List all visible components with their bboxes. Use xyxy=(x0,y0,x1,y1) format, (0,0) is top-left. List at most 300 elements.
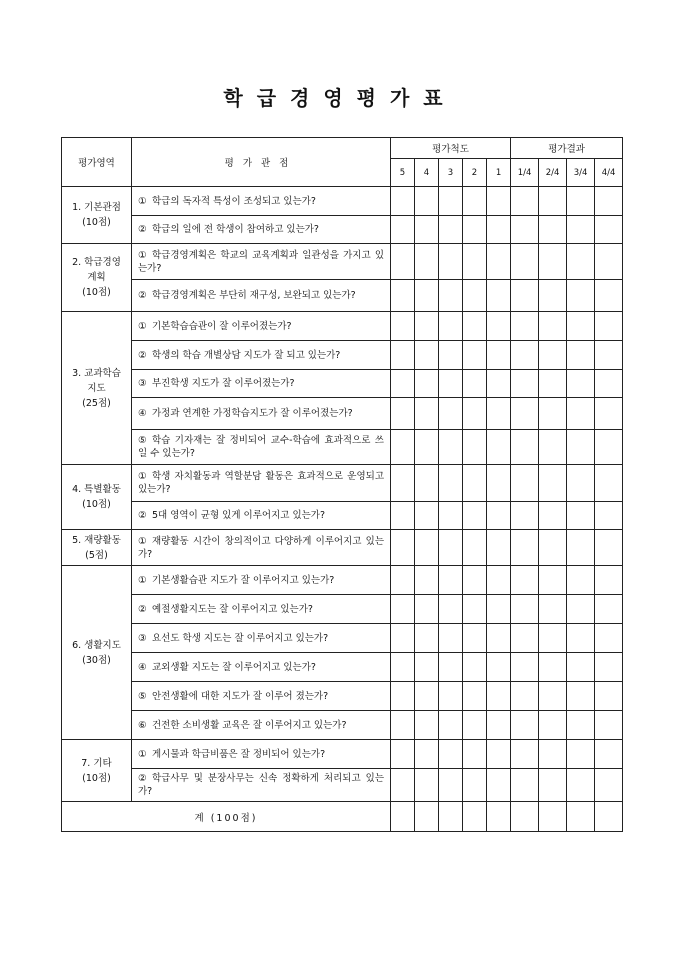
total-label: 계 (100점) xyxy=(62,802,391,832)
table-row xyxy=(62,244,623,280)
score-cell[interactable] xyxy=(487,430,511,465)
score-cell[interactable] xyxy=(463,244,487,280)
result-cell[interactable] xyxy=(595,430,623,465)
result-cell[interactable] xyxy=(511,711,539,740)
criterion-text: 재량활동 시간이 창의적이고 다양하게 이루어지고 있는가? xyxy=(138,535,384,560)
header-scale-3: 3 xyxy=(439,159,463,187)
score-cell[interactable] xyxy=(487,216,511,244)
criterion xyxy=(132,653,391,682)
criterion xyxy=(132,530,391,566)
header-area: 평가영역 xyxy=(62,138,132,187)
score-cell[interactable] xyxy=(391,653,415,682)
table-row xyxy=(62,769,623,802)
criterion xyxy=(132,187,391,216)
score-cell[interactable] xyxy=(415,769,439,802)
criterion-number: ① xyxy=(138,574,147,586)
table-row xyxy=(62,216,623,244)
result-cell[interactable] xyxy=(595,769,623,802)
area-label-line: 7. 기타 xyxy=(81,757,112,769)
result-cell[interactable] xyxy=(567,370,595,398)
criterion-number: ② xyxy=(138,224,147,235)
criterion-number: ⑥ xyxy=(138,719,147,731)
score-cell[interactable] xyxy=(487,740,511,769)
score-cell[interactable] xyxy=(415,595,439,624)
header-criteria: 평가관점 xyxy=(132,138,391,187)
score-cell[interactable] xyxy=(391,430,415,465)
result-cell[interactable] xyxy=(567,682,595,711)
score-cell[interactable] xyxy=(415,682,439,711)
table-row xyxy=(62,653,623,682)
result-cell[interactable] xyxy=(511,370,539,398)
score-cell[interactable] xyxy=(439,187,463,216)
result-cell[interactable] xyxy=(511,740,539,769)
table-row xyxy=(62,566,623,595)
result-cell[interactable] xyxy=(567,653,595,682)
criterion-number: ③ xyxy=(138,378,147,389)
score-cell[interactable] xyxy=(463,624,487,653)
criterion xyxy=(132,430,391,465)
score-cell[interactable] xyxy=(463,682,487,711)
area-label-line: 6. 생활지도 xyxy=(72,639,121,651)
score-cell[interactable] xyxy=(439,398,463,430)
criterion-number: ② xyxy=(138,773,147,784)
table-row xyxy=(62,370,623,398)
score-cell[interactable] xyxy=(463,430,487,465)
score-cell[interactable] xyxy=(487,682,511,711)
score-cell[interactable] xyxy=(391,802,415,832)
criterion-number: ④ xyxy=(138,408,147,419)
result-cell[interactable] xyxy=(595,216,623,244)
result-cell[interactable] xyxy=(595,187,623,216)
header-result-1-4: 1/4 xyxy=(511,159,539,187)
table-row xyxy=(62,502,623,530)
result-cell[interactable] xyxy=(567,802,595,832)
criterion xyxy=(132,370,391,398)
score-cell[interactable] xyxy=(415,216,439,244)
result-cell[interactable] xyxy=(595,244,623,280)
table-row xyxy=(62,530,623,566)
result-cell[interactable] xyxy=(511,465,539,502)
header-scale-1: 1 xyxy=(487,159,511,187)
criterion xyxy=(132,244,391,280)
area-label xyxy=(62,312,132,465)
result-cell[interactable] xyxy=(567,430,595,465)
score-cell[interactable] xyxy=(439,465,463,502)
result-cell[interactable] xyxy=(567,624,595,653)
table-row xyxy=(62,711,623,740)
criterion xyxy=(132,502,391,530)
area-label-line: 5. 재량활동 xyxy=(72,534,121,546)
criterion-text: 학습 기자재는 잘 정비되어 교수-학습에 효과적으로 쓰일 수 있는가? xyxy=(138,435,384,459)
score-cell[interactable] xyxy=(439,711,463,740)
result-cell[interactable] xyxy=(567,244,595,280)
area-label xyxy=(62,187,132,244)
result-cell[interactable] xyxy=(595,653,623,682)
result-cell[interactable] xyxy=(539,465,567,502)
result-cell[interactable] xyxy=(539,595,567,624)
result-cell[interactable] xyxy=(511,502,539,530)
score-cell[interactable] xyxy=(439,530,463,566)
score-cell[interactable] xyxy=(391,280,415,312)
result-cell[interactable] xyxy=(539,398,567,430)
result-cell[interactable] xyxy=(511,530,539,566)
score-cell[interactable] xyxy=(415,502,439,530)
result-cell[interactable] xyxy=(539,430,567,465)
result-cell[interactable] xyxy=(511,802,539,832)
criterion-number: ① xyxy=(138,471,147,482)
score-cell[interactable] xyxy=(391,530,415,566)
criterion-text: 예절생활지도는 잘 이루어지고 있는가? xyxy=(152,603,313,615)
score-cell[interactable] xyxy=(391,711,415,740)
score-cell[interactable] xyxy=(415,341,439,370)
result-cell[interactable] xyxy=(511,312,539,341)
result-cell[interactable] xyxy=(595,398,623,430)
result-cell[interactable] xyxy=(539,341,567,370)
score-cell[interactable] xyxy=(415,530,439,566)
criterion-number: ④ xyxy=(138,661,147,673)
criterion xyxy=(132,740,391,769)
result-cell[interactable] xyxy=(567,465,595,502)
result-cell[interactable] xyxy=(511,653,539,682)
criterion-number: ③ xyxy=(138,632,147,644)
result-cell[interactable] xyxy=(511,595,539,624)
criterion xyxy=(132,280,391,312)
result-cell[interactable] xyxy=(539,711,567,740)
score-cell[interactable] xyxy=(391,341,415,370)
table-row xyxy=(62,312,623,341)
header-scale-4: 4 xyxy=(415,159,439,187)
score-cell[interactable] xyxy=(439,370,463,398)
area-label-line: 4. 특별활동 xyxy=(72,484,121,495)
criterion-text: 가정과 연계한 가정학습지도가 잘 이루어졌는가? xyxy=(152,408,353,419)
criterion-text: 학생 자치활동과 역할분담 활동은 효과적으로 운영되고 있는가? xyxy=(138,471,384,495)
criterion-text: 학생의 학습 개별상담 지도가 잘 되고 있는가? xyxy=(152,349,341,361)
table-row xyxy=(62,341,623,370)
criterion-text: 기본생활습관 지도가 잘 이루어지고 있는가? xyxy=(152,574,335,586)
score-cell[interactable] xyxy=(415,566,439,595)
score-cell[interactable] xyxy=(415,187,439,216)
score-cell[interactable] xyxy=(391,624,415,653)
result-cell[interactable] xyxy=(539,802,567,832)
result-cell[interactable] xyxy=(567,595,595,624)
result-cell[interactable] xyxy=(539,653,567,682)
score-cell[interactable] xyxy=(487,370,511,398)
criterion xyxy=(132,465,391,502)
score-cell[interactable] xyxy=(415,398,439,430)
score-cell[interactable] xyxy=(439,802,463,832)
criterion-text: 요선도 학생 지도는 잘 이루어지고 있는가? xyxy=(152,632,329,644)
area-label-line: (10점) xyxy=(82,287,111,298)
result-cell[interactable] xyxy=(567,566,595,595)
result-cell[interactable] xyxy=(567,502,595,530)
score-cell[interactable] xyxy=(463,187,487,216)
result-cell[interactable] xyxy=(595,740,623,769)
result-cell[interactable] xyxy=(567,216,595,244)
result-cell[interactable] xyxy=(567,341,595,370)
area-label-line: (30점) xyxy=(82,654,111,666)
criterion-number: ① xyxy=(138,195,147,207)
score-cell[interactable] xyxy=(415,740,439,769)
criterion xyxy=(132,398,391,430)
score-cell[interactable] xyxy=(391,398,415,430)
result-cell[interactable] xyxy=(539,769,567,802)
score-cell[interactable] xyxy=(487,595,511,624)
result-cell[interactable] xyxy=(567,312,595,341)
score-cell[interactable] xyxy=(463,653,487,682)
area-label xyxy=(62,244,132,312)
criterion-text: 교외생활 지도는 잘 이루어지고 있는가? xyxy=(152,661,316,673)
score-cell[interactable] xyxy=(487,398,511,430)
result-cell[interactable] xyxy=(595,341,623,370)
criterion-text: 기본학습습관이 잘 이루어졌는가? xyxy=(152,320,292,332)
criterion-number: ② xyxy=(138,603,147,615)
score-cell[interactable] xyxy=(415,802,439,832)
score-cell[interactable] xyxy=(487,280,511,312)
result-cell[interactable] xyxy=(595,802,623,832)
result-cell[interactable] xyxy=(595,370,623,398)
result-cell[interactable] xyxy=(539,280,567,312)
result-cell[interactable] xyxy=(539,624,567,653)
score-cell[interactable] xyxy=(439,624,463,653)
header-scale-5: 5 xyxy=(391,159,415,187)
score-cell[interactable] xyxy=(439,216,463,244)
criterion xyxy=(132,682,391,711)
criterion-text: 학급사무 및 분장사무는 신속 정확하게 처리되고 있는가? xyxy=(138,773,384,797)
score-cell[interactable] xyxy=(463,530,487,566)
page-title: 학급경영평가표 xyxy=(223,86,457,110)
score-cell[interactable] xyxy=(487,312,511,341)
result-cell[interactable] xyxy=(539,312,567,341)
score-cell[interactable] xyxy=(439,502,463,530)
criterion-text: 학급경영계획은 학교의 교육계획과 일관성을 가지고 있는가? xyxy=(138,249,384,274)
result-cell[interactable] xyxy=(595,624,623,653)
result-cell[interactable] xyxy=(567,711,595,740)
result-cell[interactable] xyxy=(511,341,539,370)
score-cell[interactable] xyxy=(439,341,463,370)
table-row xyxy=(62,624,623,653)
criterion xyxy=(132,341,391,370)
area-label-line: (5점) xyxy=(85,549,108,561)
criterion-text: 부진학생 지도가 잘 이루어졌는가? xyxy=(152,378,295,389)
criterion xyxy=(132,595,391,624)
result-cell[interactable] xyxy=(595,280,623,312)
area-label-line: (10점) xyxy=(82,217,111,228)
score-cell[interactable] xyxy=(439,312,463,341)
score-cell[interactable] xyxy=(487,566,511,595)
result-cell[interactable] xyxy=(511,216,539,244)
score-cell[interactable] xyxy=(391,465,415,502)
score-cell[interactable] xyxy=(439,653,463,682)
result-cell[interactable] xyxy=(539,502,567,530)
score-cell[interactable] xyxy=(487,341,511,370)
score-cell[interactable] xyxy=(463,566,487,595)
criterion-number: ① xyxy=(138,535,147,547)
score-cell[interactable] xyxy=(439,682,463,711)
score-cell[interactable] xyxy=(487,624,511,653)
score-cell[interactable] xyxy=(463,398,487,430)
result-cell[interactable] xyxy=(511,398,539,430)
result-cell[interactable] xyxy=(511,566,539,595)
result-cell[interactable] xyxy=(567,280,595,312)
score-cell[interactable] xyxy=(415,430,439,465)
header-result-3-4: 3/4 xyxy=(567,159,595,187)
result-cell[interactable] xyxy=(595,682,623,711)
result-cell[interactable] xyxy=(539,740,567,769)
header-result-2-4: 2/4 xyxy=(539,159,567,187)
score-cell[interactable] xyxy=(487,502,511,530)
score-cell[interactable] xyxy=(415,280,439,312)
result-cell[interactable] xyxy=(539,187,567,216)
score-cell[interactable] xyxy=(487,802,511,832)
score-cell[interactable] xyxy=(391,312,415,341)
score-cell[interactable] xyxy=(463,312,487,341)
area-label xyxy=(62,566,132,740)
criterion xyxy=(132,312,391,341)
result-cell[interactable] xyxy=(511,682,539,711)
header-result-4-4: 4/4 xyxy=(595,159,623,187)
criterion xyxy=(132,216,391,244)
result-cell[interactable] xyxy=(511,624,539,653)
score-cell[interactable] xyxy=(439,244,463,280)
criterion-number: ② xyxy=(138,510,147,521)
score-cell[interactable] xyxy=(391,244,415,280)
area-label-line: 지도 xyxy=(87,382,106,394)
score-cell[interactable] xyxy=(415,711,439,740)
table-row xyxy=(62,595,623,624)
table-row xyxy=(62,430,623,465)
area-label-line: 2. 학급경영 xyxy=(72,257,121,268)
result-cell[interactable] xyxy=(567,769,595,802)
result-cell[interactable] xyxy=(567,530,595,566)
score-cell[interactable] xyxy=(439,740,463,769)
score-cell[interactable] xyxy=(439,566,463,595)
score-cell[interactable] xyxy=(463,502,487,530)
score-cell[interactable] xyxy=(439,430,463,465)
score-cell[interactable] xyxy=(391,682,415,711)
score-cell[interactable] xyxy=(463,740,487,769)
criterion-text: 안전생활에 대한 지도가 잘 이루어 졌는가? xyxy=(152,690,329,702)
score-cell[interactable] xyxy=(487,244,511,280)
score-cell[interactable] xyxy=(391,769,415,802)
header-scale-2: 2 xyxy=(463,159,487,187)
score-cell[interactable] xyxy=(487,465,511,502)
criterion-number: ① xyxy=(138,748,147,760)
result-cell[interactable] xyxy=(539,682,567,711)
criterion-text: 학급경영계획은 부단히 재구성, 보완되고 있는가? xyxy=(152,290,356,301)
result-cell[interactable] xyxy=(511,280,539,312)
result-cell[interactable] xyxy=(595,502,623,530)
area-label-line: (10점) xyxy=(82,772,111,784)
score-cell[interactable] xyxy=(415,653,439,682)
evaluation-table xyxy=(61,137,623,832)
table-row xyxy=(62,398,623,430)
criterion-text: 건전한 소비생활 교육은 잘 이루어지고 있는가? xyxy=(152,719,347,731)
criterion-number: ② xyxy=(138,349,147,361)
score-cell[interactable] xyxy=(487,653,511,682)
table-row xyxy=(62,740,623,769)
score-cell[interactable] xyxy=(415,244,439,280)
area-label xyxy=(62,530,132,566)
result-cell[interactable] xyxy=(595,465,623,502)
criterion-text: 학급의 일에 전 학생이 참여하고 있는가? xyxy=(152,224,319,235)
score-cell[interactable] xyxy=(415,624,439,653)
criterion xyxy=(132,711,391,740)
score-cell[interactable] xyxy=(463,802,487,832)
area-label-line: (25점) xyxy=(82,397,111,409)
table-row xyxy=(62,682,623,711)
score-cell[interactable] xyxy=(463,711,487,740)
result-cell[interactable] xyxy=(539,216,567,244)
header-result-group: 평가결과 xyxy=(511,138,623,159)
criterion-number: ① xyxy=(138,249,147,261)
criterion xyxy=(132,624,391,653)
criterion xyxy=(132,566,391,595)
area-label xyxy=(62,740,132,802)
result-cell[interactable] xyxy=(595,530,623,566)
result-cell[interactable] xyxy=(595,595,623,624)
score-cell[interactable] xyxy=(391,740,415,769)
result-cell[interactable] xyxy=(511,769,539,802)
score-cell[interactable] xyxy=(391,187,415,216)
result-cell[interactable] xyxy=(511,430,539,465)
result-cell[interactable] xyxy=(567,187,595,216)
criterion-text: 게시물과 학급비품은 잘 정비되어 있는가? xyxy=(152,748,326,760)
score-cell[interactable] xyxy=(463,595,487,624)
score-cell[interactable] xyxy=(391,370,415,398)
score-cell[interactable] xyxy=(487,711,511,740)
result-cell[interactable] xyxy=(539,244,567,280)
result-cell[interactable] xyxy=(511,187,539,216)
score-cell[interactable] xyxy=(391,216,415,244)
result-cell[interactable] xyxy=(539,530,567,566)
score-cell[interactable] xyxy=(439,280,463,312)
result-cell[interactable] xyxy=(595,312,623,341)
score-cell[interactable] xyxy=(439,595,463,624)
score-cell[interactable] xyxy=(463,280,487,312)
score-cell[interactable] xyxy=(391,595,415,624)
criterion xyxy=(132,769,391,802)
score-cell[interactable] xyxy=(391,566,415,595)
criterion-number: ⑤ xyxy=(138,435,147,446)
score-cell[interactable] xyxy=(391,502,415,530)
criterion-number: ① xyxy=(138,320,147,332)
result-cell[interactable] xyxy=(567,398,595,430)
score-cell[interactable] xyxy=(463,370,487,398)
result-cell[interactable] xyxy=(511,244,539,280)
table-row xyxy=(62,280,623,312)
result-cell[interactable] xyxy=(567,740,595,769)
criterion-number: ⑤ xyxy=(138,690,147,702)
score-cell[interactable] xyxy=(463,216,487,244)
header-scale-group: 평가척도 xyxy=(391,138,511,159)
score-cell[interactable] xyxy=(415,370,439,398)
criterion-text: 5대 영역이 균형 있게 이루어지고 있는가? xyxy=(152,510,326,521)
score-cell[interactable] xyxy=(463,769,487,802)
result-cell[interactable] xyxy=(539,566,567,595)
score-cell[interactable] xyxy=(487,769,511,802)
score-cell[interactable] xyxy=(487,530,511,566)
score-cell[interactable] xyxy=(415,465,439,502)
result-cell[interactable] xyxy=(539,370,567,398)
score-cell[interactable] xyxy=(415,312,439,341)
score-cell[interactable] xyxy=(463,465,487,502)
result-cell[interactable] xyxy=(595,711,623,740)
score-cell[interactable] xyxy=(463,341,487,370)
table-row xyxy=(62,187,623,216)
score-cell[interactable] xyxy=(487,187,511,216)
score-cell[interactable] xyxy=(439,769,463,802)
result-cell[interactable] xyxy=(595,566,623,595)
